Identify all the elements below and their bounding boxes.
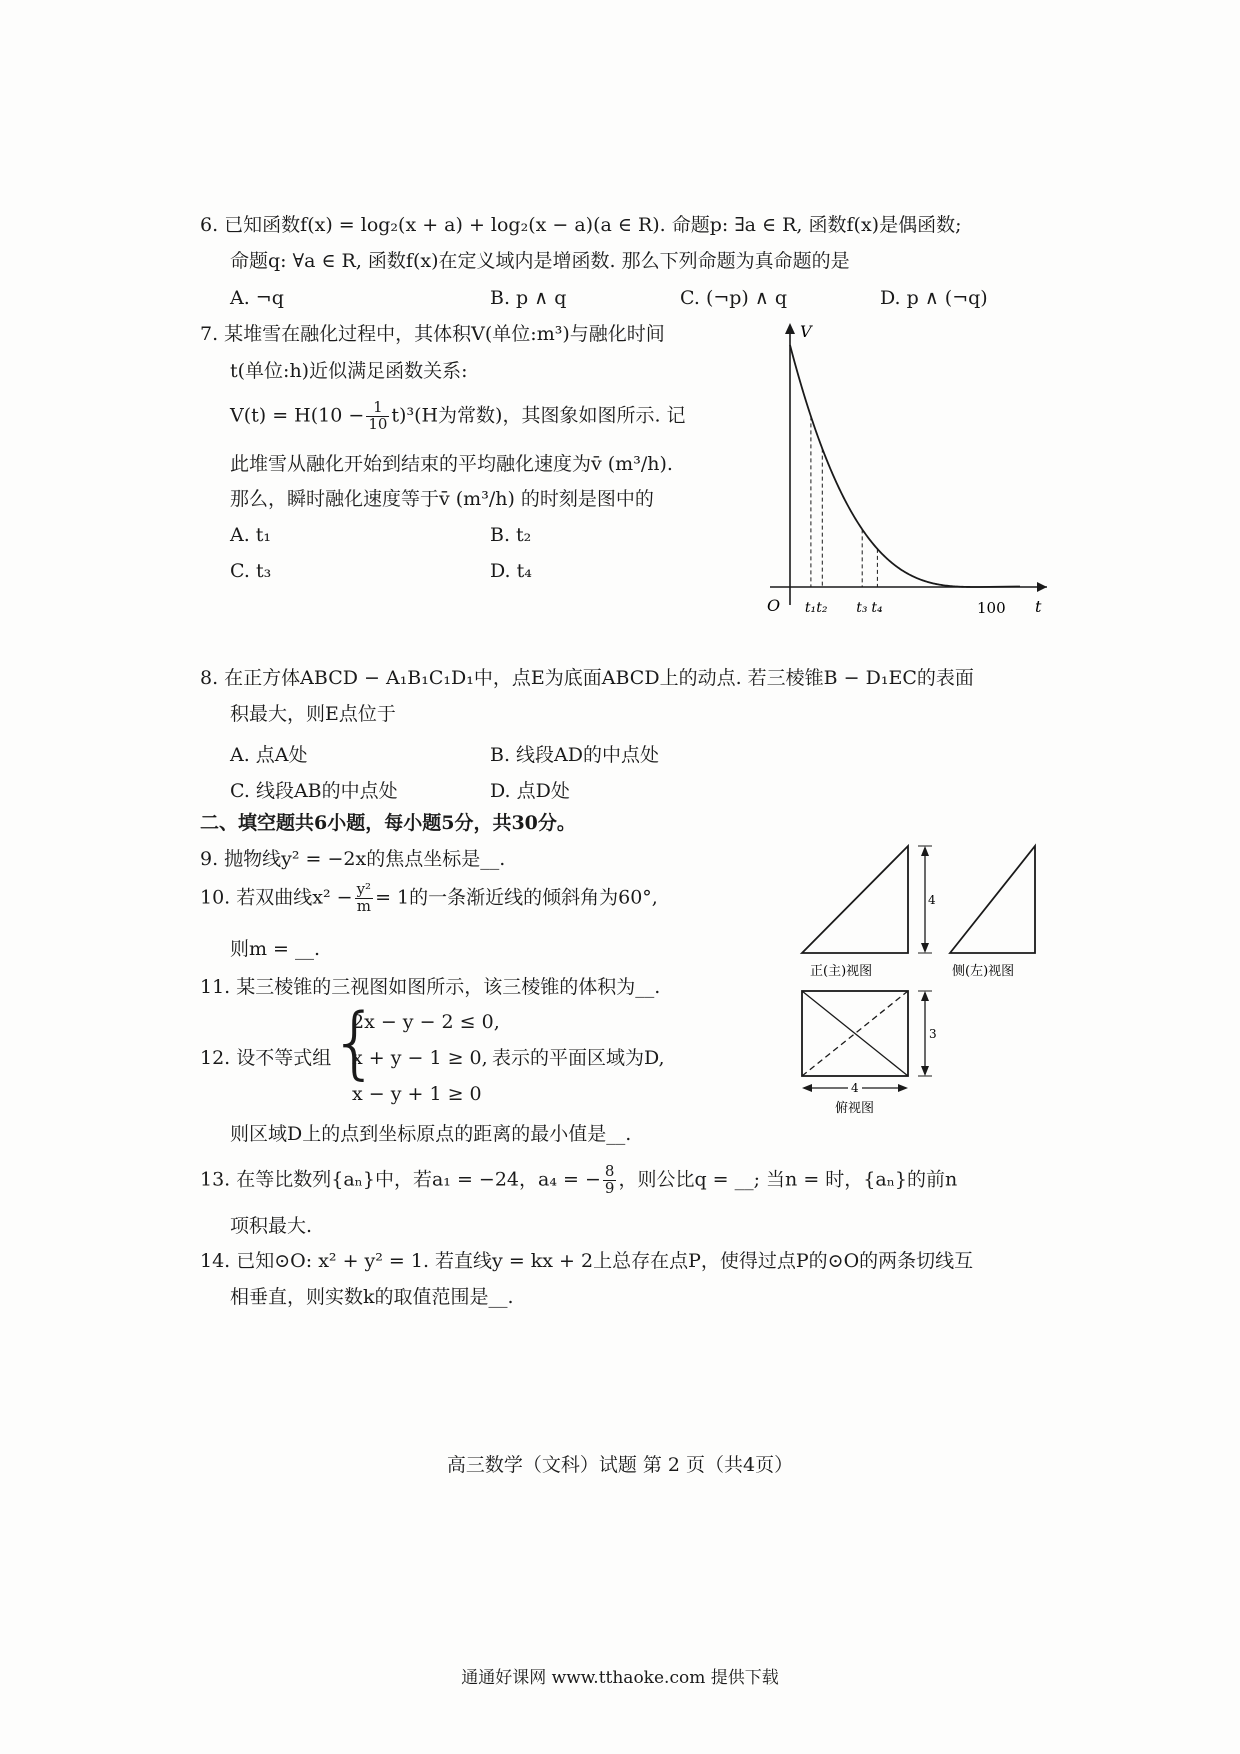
dim-arrow-up: [921, 846, 929, 856]
q8-option-d: D. 点D处: [490, 780, 570, 802]
q10-pre: 10. 若双曲线x² −: [200, 886, 353, 909]
q13-line1: [200, 1164, 957, 1197]
q6-line1: 6. 已知函数f(x) = log₂(x + a) + log₂(x − a)(a ∈ R). 命题p: ∃a ∈ R, 函数f(x)是偶函数;: [200, 214, 962, 236]
q13-fraction: [603, 1164, 617, 1197]
q6-line2: 命题q: ∀a ∈ R, 函数f(x)在定义域内是增函数. 那么下列命题为真命题的是: [230, 250, 850, 272]
volume-curve: [790, 345, 1020, 587]
q7-option-d: D. t₄: [490, 560, 532, 582]
q12-post: 表示的平面区域为D,: [492, 1047, 665, 1069]
q7-line3: [230, 400, 686, 433]
q7-option-b: B. t₂: [490, 524, 532, 546]
q12-ineq-1: 2x − y − 2 ≤ 0,: [352, 1011, 500, 1033]
q10-line1: [200, 882, 658, 915]
front-view-triangle: [802, 846, 908, 953]
download-watermark: 通通好课网 www.tthaoke.com 提供下载: [461, 1668, 779, 1688]
q10-frac-num: y²: [356, 880, 372, 898]
top-depth-label: 3: [929, 1027, 937, 1041]
q7-line1: 7. 某堆雪在融化过程中，其体积V(单位:m³)与融化时间: [200, 323, 665, 345]
q8-option-b: B. 线段AD的中点处: [490, 744, 659, 766]
q7-line5: 那么，瞬时融化速度等于v̄ (m³/h) 的时刻是图中的: [230, 488, 654, 510]
q7-line2: t(单位:h)近似满足函数关系:: [230, 360, 468, 382]
mark-label-1: t₁: [804, 600, 817, 616]
x-axis-label: t: [1035, 597, 1042, 616]
q14-line1: 14. 已知⊙O: x² + y² = 1. 若直线y = kx + 2上总存在点P，使得过点P的⊙O的两条切线互: [200, 1250, 974, 1272]
front-height-label: 4: [928, 893, 936, 907]
q13-frac-num: 8: [604, 1162, 615, 1180]
q6-option-a: A. ¬q: [230, 287, 284, 309]
q8-option-c: C. 线段AB的中点处: [230, 780, 398, 802]
q8-option-a: A. 点A处: [230, 744, 308, 766]
dim-arrow-right: [898, 1084, 908, 1092]
q7-frac-num: 1: [366, 400, 389, 417]
dim-arrow-down-2: [921, 1066, 929, 1076]
side-view-label: 侧(左)视图: [952, 964, 1015, 979]
y-axis-arrow: [785, 323, 795, 334]
q13-frac-den: 9: [604, 1178, 615, 1197]
q13-pre: 13. 在等比数列{aₙ}中，若a₁ = −24，a₄ = −: [200, 1168, 601, 1191]
q10-line2: 则m = __.: [230, 938, 321, 960]
three-views-figure: [790, 838, 1075, 1120]
front-view-label: 正(主)视图: [810, 964, 873, 979]
q7-option-a: A. t₁: [230, 524, 272, 546]
page-footer: 高三数学（文科）试题 第 2 页（共4页）: [446, 1454, 794, 1476]
q7-line4: 此堆雪从融化开始到结束的平均融化速度为v̄ (m³/h).: [230, 453, 673, 475]
q7-formula-pre: V(t) = H(10 −: [230, 404, 365, 427]
q8-line1: 8. 在正方体ABCD − A₁B₁C₁D₁中，点E为底面ABCD上的动点. 若三棱锥B − D₁EC的表面: [200, 667, 974, 689]
q12-ineq-2: x + y − 1 ≥ 0,: [352, 1047, 488, 1069]
q12-pre: 12. 设不等式组: [200, 1047, 332, 1069]
q7-option-c: C. t₃: [230, 560, 272, 582]
q7-formula-post: t)³(H为常数)，其图象如图所示. 记: [391, 404, 686, 427]
q7-frac-den: 10: [368, 414, 388, 433]
time-marks: [805, 416, 883, 616]
origin-label: O: [767, 596, 781, 615]
section-heading: 二、填空题共6小题，每小题5分，共30分。: [200, 812, 576, 834]
top-view-label: 俯视图: [835, 1101, 875, 1116]
dim-arrow-left: [802, 1084, 812, 1092]
q6-option-c: C. (¬p) ∧ q: [680, 287, 787, 309]
side-view-triangle: [950, 846, 1035, 953]
mark-label-3: t₃: [856, 600, 868, 616]
x-max-label: 100: [977, 599, 1006, 617]
mark-label-4: t₄: [871, 600, 883, 616]
dim-arrow-down: [921, 943, 929, 953]
q6-option-d: D. p ∧ (¬q): [880, 287, 988, 309]
y-axis-label: V: [800, 322, 812, 341]
snow-melt-chart: [755, 315, 1055, 625]
q10-fraction: [355, 882, 374, 915]
q14-line2: 相垂直，则实数k的取值范围是__.: [230, 1286, 514, 1308]
q11-line: 11. 某三棱锥的三视图如图所示，该三棱锥的体积为__.: [200, 976, 661, 998]
q12-ineq-3: x − y + 1 ≥ 0: [352, 1083, 482, 1105]
mark-label-2: t₂: [816, 600, 828, 616]
q6-option-b: B. p ∧ q: [490, 287, 567, 309]
dim-arrow-up-2: [921, 991, 929, 1001]
q10-post: = 1的一条渐近线的倾斜角为60°,: [375, 886, 658, 909]
q13-post: ，则公比q = __; 当n = 时，{aₙ}的前n: [618, 1168, 958, 1191]
q12-brace: {: [330, 998, 380, 1088]
q9-line: 9. 抛物线y² = −2x的焦点坐标是__.: [200, 848, 506, 870]
q13-line2: 项积最大.: [230, 1215, 313, 1237]
q10-frac-den: m: [356, 896, 371, 915]
top-width-label: 4: [851, 1081, 859, 1095]
q7-fraction: [366, 400, 389, 433]
q12-line2: 则区域D上的点到坐标原点的距离的最小值是__.: [230, 1123, 632, 1145]
x-axis-arrow: [1037, 582, 1047, 592]
q8-line2: 积最大，则E点位于: [230, 703, 396, 725]
